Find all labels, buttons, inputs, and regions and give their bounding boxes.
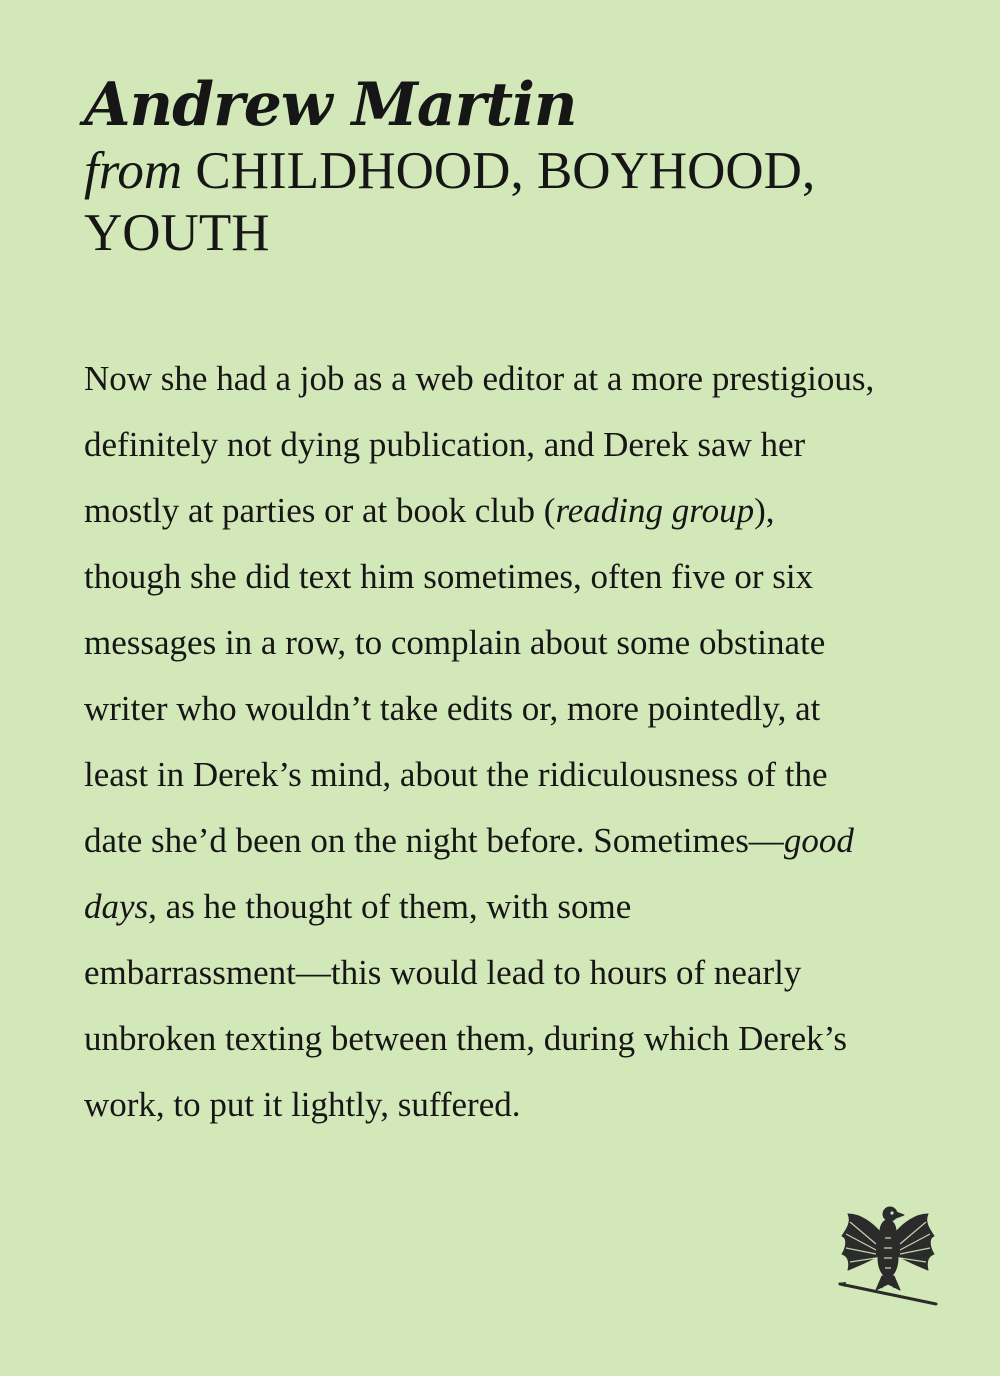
excerpt-text (84, 346, 954, 1138)
excerpt-line: embarrassment—this would lead to hours of nearly (84, 953, 802, 992)
excerpt-segment: , as he thought of them, with some (148, 887, 632, 926)
excerpt-italic: good (783, 821, 854, 860)
excerpt-segment: date she’d been on the night before. Sometimes— (84, 821, 784, 860)
title-line-2: YOUTH (84, 204, 270, 262)
excerpt-line: Now she had a job as a web editor at a more prestigious, (84, 359, 875, 398)
excerpt-line: unbroken texting between them, during which Derek’s (84, 1019, 847, 1058)
excerpt-card (84, 72, 964, 1138)
excerpt-line (84, 478, 954, 544)
excerpt-line (84, 874, 954, 940)
eagle-with-pen-icon (836, 1192, 940, 1310)
excerpt-line: messages in a row, to complain about some obstinate (84, 623, 826, 662)
excerpt-segment: mostly at parties or at book club ( (84, 491, 556, 530)
excerpt-line: work, to put it lightly, suffered. (84, 1085, 521, 1124)
title-line-1: CHILDHOOD, BOYHOOD, (195, 142, 816, 200)
excerpt-line: least in Derek’s mind, about the ridiculousness of the (84, 755, 828, 794)
excerpt-line (84, 808, 954, 874)
excerpt-italic: reading group (555, 491, 755, 530)
excerpt-segment: ), (754, 491, 775, 530)
excerpt-line: writer who wouldn’t take edits or, more pointedly, at (84, 689, 821, 728)
author-name: Andrew Martin (84, 70, 577, 140)
excerpt-italic: days (84, 887, 149, 926)
excerpt-line: definitely not dying publication, and Derek saw her (84, 425, 806, 464)
from-label: from (84, 142, 183, 200)
book-title (84, 140, 964, 264)
excerpt-line: though she did text him sometimes, often five or six (84, 557, 814, 596)
